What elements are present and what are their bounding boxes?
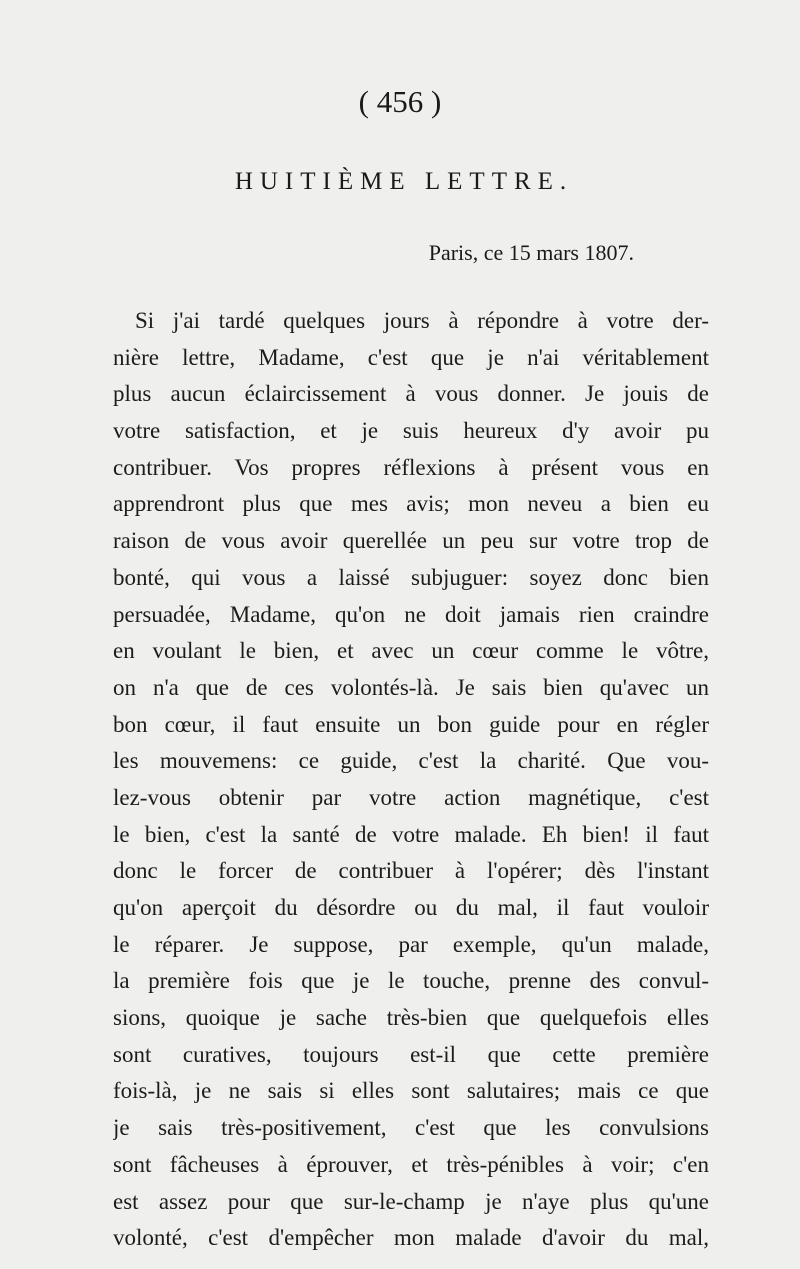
text-line: sont curatives, toujours est-il que cette première bbox=[113, 1041, 709, 1067]
text-line: Si j'ai tardé quelques jours à répondre à votre der- bbox=[135, 308, 709, 333]
text-line: lez-vous obtenir par votre action magnétique, c'est bbox=[113, 784, 709, 810]
letter-heading: HUITIÈME LETTRE. bbox=[234, 168, 574, 195]
dateline: Paris, ce 15 mars 1807. bbox=[428, 240, 634, 265]
letter-body bbox=[113, 303, 709, 1257]
text-line: persuadée, Madame, qu'on ne doit jamais rien craindre bbox=[113, 601, 709, 627]
text-line: votre satisfaction, et je suis heureux d'y avoir pu bbox=[113, 418, 709, 444]
text-line: les mouvemens: ce guide, c'est la charité. Que vou- bbox=[113, 748, 709, 774]
text-line: volonté, c'est d'empêcher mon malade d'avoir du mal, bbox=[113, 1225, 709, 1251]
text-line: est assez pour que sur-le-champ je n'aye plus qu'une bbox=[113, 1188, 709, 1214]
text-line: apprendront plus que mes avis; mon neveu a bien eu bbox=[113, 491, 709, 517]
text-line: qu'on aperçoit du désordre ou du mal, il faut vouloir bbox=[113, 895, 709, 920]
text-line: le réparer. Je suppose, par exemple, qu'un malade, bbox=[113, 931, 709, 957]
text-line: raison de vous avoir querellée un peu sur votre trop de bbox=[113, 528, 709, 554]
text-line: contribuer. Vos propres réflexions à présent vous en bbox=[113, 454, 709, 480]
text-line: en voulant le bien, et avec un cœur comme le vôtre, bbox=[113, 638, 709, 664]
text-line: la première fois que je le touche, prenne des convul- bbox=[113, 968, 709, 994]
text-line: on n'a que de ces volontés-là. Je sais bien qu'avec un bbox=[113, 674, 709, 700]
text-line: bon cœur, il faut ensuite un bon guide pour en régler bbox=[113, 711, 709, 737]
text-line: bonté, qui vous a laissé subjuguer: soyez donc bien bbox=[113, 564, 709, 590]
text-line: fois-là, je ne sais si elles sont salutaires; mais ce que bbox=[113, 1078, 709, 1104]
text-line: sions, quoique je sache très-bien que quelquefois elles bbox=[113, 1005, 709, 1031]
text-line: le bien, c'est la santé de votre malade. Eh bien! il faut bbox=[113, 821, 709, 847]
text-line: je sais très-positivement, c'est que les convulsions bbox=[113, 1115, 709, 1141]
text-line: sont fâcheuses à éprouver, et très-pénibles à voir; c'en bbox=[113, 1151, 709, 1177]
text-line: donc le forcer de contribuer à l'opérer; dès l'instant bbox=[113, 858, 709, 884]
page-number: ( 456 ) bbox=[358, 84, 442, 119]
text-line: nière lettre, Madame, c'est que je n'ai véritablement bbox=[113, 344, 709, 370]
text-line: plus aucun éclaircissement à vous donner. Je jouis de bbox=[113, 381, 709, 407]
